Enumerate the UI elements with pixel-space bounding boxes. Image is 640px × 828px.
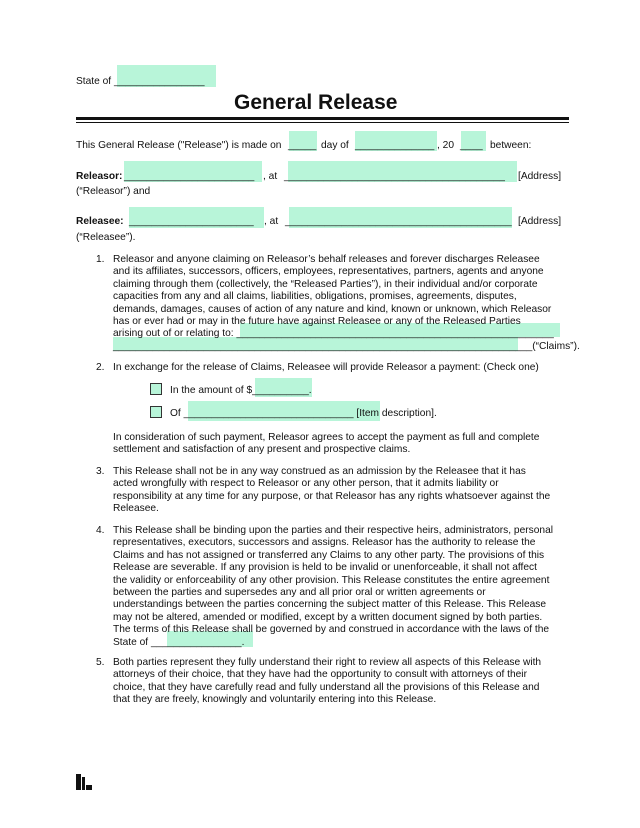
intro-day-blank: _____ xyxy=(288,140,317,151)
releasee-role: (“Releasee”). xyxy=(76,232,136,243)
clause-line: between the parties and supersedes any and all prior oral or written agreements or xyxy=(113,587,486,599)
intro-prefix: This General Release ("Release") is made on xyxy=(76,140,282,151)
clause-line: claiming through them (collectively, the “Released Parties”), in their individual and/or corporate xyxy=(113,278,538,290)
releasor-label: Releasor: xyxy=(76,171,123,182)
intro-between: between: xyxy=(490,140,532,151)
title-rule-thin xyxy=(76,122,569,123)
clause-line: the validity or enforceability of any other provision. This Release constitutes the entire agreement xyxy=(113,574,550,586)
clause-line: capacities from any and all claims, liabilities, obligations, promises, agreements, disputes, xyxy=(113,291,517,303)
releasor-role: (“Releasor”) and xyxy=(76,186,151,197)
clause-3 xyxy=(96,466,566,516)
releasee-at: , at xyxy=(264,216,279,227)
clause-line: Release are severable. If any provision is held to be invalid or unenforceable, it shall not affect xyxy=(113,562,537,574)
state-of-line: State of ________________ xyxy=(76,76,205,87)
clause-5 xyxy=(96,657,566,707)
clause-line: arising out of or relating to: ________________________________________________________ xyxy=(113,328,554,340)
clause-3-number: 3. xyxy=(96,466,105,477)
intro-year-prefix: , 20 xyxy=(437,140,454,151)
intro-day-of: day of xyxy=(321,140,349,151)
clause-line: Both parties represent they fully understand their right to review all aspects of this Release with xyxy=(113,657,542,668)
document-logo-icon xyxy=(76,774,92,794)
clause-line: has or ever had or may in the future have against Releasee or any of the Released Parties xyxy=(113,316,521,328)
clause-line: that they are freely, knowingly and voluntarily entering into this Release. xyxy=(113,694,437,706)
payment-consideration-1: In consideration of such payment, Releasor agrees to accept the payment as full and complete xyxy=(113,432,540,443)
clause-line: State of ________________. xyxy=(113,636,245,648)
clause-line: responsibility at any time for any purpose, or that Releasor has any rights whatsoever against the xyxy=(113,490,551,502)
clause-2 xyxy=(96,362,566,376)
releasor-at: , at xyxy=(263,171,278,182)
clause-line: acted wrongfully with respect to Releasor or any other person, that it admits liability or xyxy=(113,478,499,490)
releasee-name-blank: ______________________ xyxy=(129,216,254,227)
clause-line: The terms of this Release shall be governed by and construed in accordance with the laws of the xyxy=(113,624,550,636)
releasor-name-blank: _______________________ xyxy=(124,171,255,182)
clause-1 xyxy=(96,254,580,354)
clause-line: representatives, executors, successors and assigns. Releasor has the authority to release the xyxy=(113,537,536,549)
title-rule-thick xyxy=(76,117,569,120)
clause-4-number: 4. xyxy=(96,525,105,536)
clause-line: may not be altered, amended or modified, except by a written document signed by both parties. xyxy=(113,611,543,623)
clause-line: and its affiliates, successors, officers, employees, representatives, partners, agents and anyone xyxy=(113,266,544,278)
releasor-address-label: [Address] xyxy=(518,171,562,182)
clause-1-number: 1. xyxy=(96,254,105,265)
releasee-address-label: [Address] xyxy=(518,216,562,227)
clause-line: In exchange for the release of Claims, Releasee will provide Releasor a payment: (Check one) xyxy=(113,362,539,373)
clause-line: choice, that they have carefully read and fully understand all the provisions of this Release and xyxy=(113,681,540,693)
releasee-label: Releasee: xyxy=(76,216,124,227)
clause-line: Claims and has not assigned or transferred any Claims to any other party. The provisions of this xyxy=(113,549,545,561)
clause-line: demands, damages, causes of action of any nature and kind, known or unknown, which Releasor xyxy=(113,303,552,315)
clause-line: attorneys of their choice, that they have had the opportunity to consult with attorneys of their xyxy=(113,669,527,681)
intro-month-blank: ______________ xyxy=(355,140,435,151)
clause-line: This Release shall not be in any way construed as an admission by the Releasee that it has xyxy=(113,466,526,477)
page-title: General Release xyxy=(234,91,398,114)
clause-line: Releasee. xyxy=(113,503,159,515)
clause-2-number: 2. xyxy=(96,362,105,373)
releasee-address-blank: ________________________________________ xyxy=(285,216,512,227)
option-amount: In the amount of $__________. xyxy=(170,385,312,396)
clause-line: This Release shall be binding upon the parties and their respective heirs, administrators, personal xyxy=(113,525,554,536)
payment-consideration-2: settlement and satisfaction of any present and prospective claims. xyxy=(113,444,411,455)
clause-line: __________________________________________________________________________(“Claims”). xyxy=(113,340,580,352)
clause-5-number: 5. xyxy=(96,657,105,668)
clause-line: understandings between the parties concerning the subject matter of this Release. This Release xyxy=(113,599,547,611)
releasor-address-blank: _______________________________________ xyxy=(284,171,505,182)
option-item: Of ______________________________ [Item description]. xyxy=(170,408,437,419)
intro-year-blank: ____ xyxy=(460,140,483,151)
item-checkbox[interactable] xyxy=(150,406,162,418)
clause-line: Releasor and anyone claiming on Releasor’s behalf releases and forever discharges Releasee xyxy=(113,254,540,265)
clause-4 xyxy=(96,525,566,649)
amount-checkbox[interactable] xyxy=(150,383,162,395)
